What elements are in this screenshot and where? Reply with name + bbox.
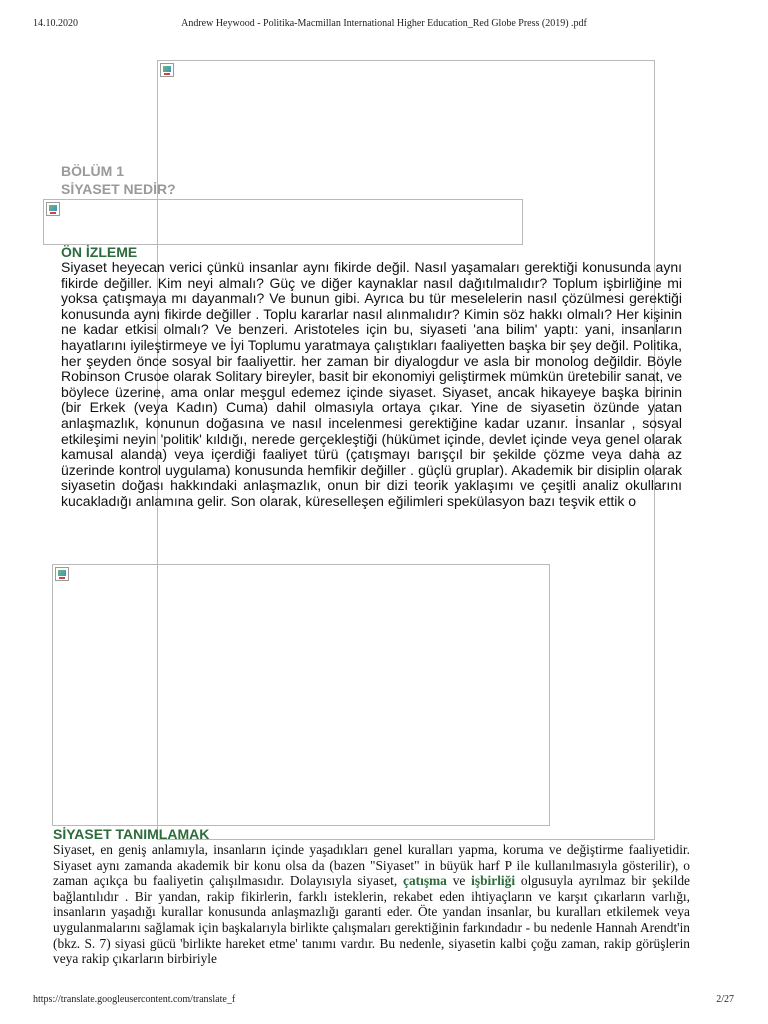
broken-image-figure	[52, 564, 550, 826]
defining-politics-paragraph	[53, 842, 690, 967]
paragraph-text: olgusuyla ayrılmaz bir şekilde bağlantılıdır . Bir yandan, rakip fikirlerin, farklı isteklerin, rekabet eden ihtiyaçların ve karşıt çıkarların varlığı, insanların yaşadığı kurallar konusunda anlaşmazlığı garanti eder. Öte yandan insanlar, bu kuralları etkilemek veya uygulanmalarını sağlamak için başkalarıyla birlikte çalışmaları gerektiğinin farkındadır - bu nedenle Hannah Arendt'in (bkz. S. 7) siyasi gücü 'birlikte hareket etme' tanımı vardır. Bu nedenle, siyasetin kalbi çoğu zaman, rakip görüşlerin veya rakip çıkarların birbiriyle	[53, 873, 690, 967]
chapter-heading	[61, 162, 176, 198]
broken-image-icon	[55, 567, 69, 581]
chapter-number: BÖLÜM 1	[61, 163, 124, 179]
term-link-cooperation[interactable]: işbirliği	[471, 873, 516, 889]
broken-image-icon	[46, 202, 60, 216]
print-date: 14.10.2020	[33, 18, 78, 29]
page-number: 2/27	[716, 994, 734, 1005]
broken-image-icon	[160, 63, 174, 77]
document-title: Andrew Heywood - Politika-Macmillan International Higher Education_Red Globe Press (2019) .pdf	[181, 18, 587, 29]
footer-url: https://translate.googleusercontent.com/translate_f	[33, 994, 236, 1005]
preview-heading: ÖN İZLEME	[61, 244, 138, 260]
paragraph-text: ve	[452, 873, 466, 889]
paragraph-text: Siyaset, en geniş anlamıyla, insanların içinde yaşadıkları genel kuralları yapma, koruma ve değiştirme faaliyetidir. Siyaset aynı zamanda akademik bir konu olsa da (bazen "Siyaset" in büyük harf P ile kullanılmasıyla gösterilir), o zaman açıkça bu faaliyetin çalışılmasıdır. Dolayısıyla siyaset,	[53, 842, 690, 889]
term-link-conflict[interactable]: çatışma	[403, 873, 447, 889]
defining-politics-heading: SİYASET TANIMLAMAK	[53, 826, 210, 842]
preview-paragraph: Siyaset heyecan verici çünkü insanlar aynı fikirde değil. Nasıl yaşamaları gerektiği konusunda aynı fikirde değiller. Kim neyi almalı? Güç ve diğer kaynaklar nasıl dağıtılmalıdır? Toplum işbirliğine mi yoksa çatışmaya mı dayanmalı? Ve bunun gibi. Ayrıca bu tür meselelerin nasıl çözülmesi gerektiği konusunda aynı fikirde değiller . Toplu kararlar nasıl alınmalıdır? Kimin söz hakkı olmalı? Her kişinin ne kadar etkisi olmalı? Ve benzeri. Aristoteles için bu, siyaseti 'ana bilim' yaptı: yani, insanların hayatlarını iyileştirmeye ve İyi Toplumu yaratmaya çalıştıkları faaliyetten başka bir şey değil. Politika, her şeyden önce sosyal bir faaliyettir. her zaman bir diyalogdur ve asla bir monolog değildir. Böyle Robinson Crusoe olarak Solitary bireyler, basit bir ekonomiyi geliştirmek mümkün üretebilir sanat, ve böylece üzerine, ama onlar meşgul edemez içinde siyaset. Siyaset, ancak hikayeye başka birinin (bir Erkek (veya Kadın) Cuma) dahil olmasıyla ortaya çıkar. Yine de siyasetin özünde yatan anlaşmazlık, konunun doğasına ve nasıl incelenmesi gerektiğine kadar uzanır. İnsanlar , sosyal etkileşimi neyin 'politik' kıldığı, nerede gerçekleştiği (hükümet içinde, devlet içinde veya genel olarak kamusal alanda) veya içerdiği faaliyet türü (çatışmayı barışçıl bir şekilde çözme veya daha az üzerinde kontrol uygulama) konusunda hemfikir değiller . güçlü gruplar). Akademik bir disiplin olarak siyasetin doğası hakkındaki anlaşmazlık, onun bir dizi teorik yaklaşımı ve çeşitli analiz okullarını kucakladığı anlamına gelir. Son olarak, küreselleşen eğilimleri spekülasyon bazı teşvik ettik o	[61, 259, 682, 509]
chapter-title: SİYASET NEDİR?	[61, 181, 176, 197]
broken-image-banner	[43, 199, 523, 245]
